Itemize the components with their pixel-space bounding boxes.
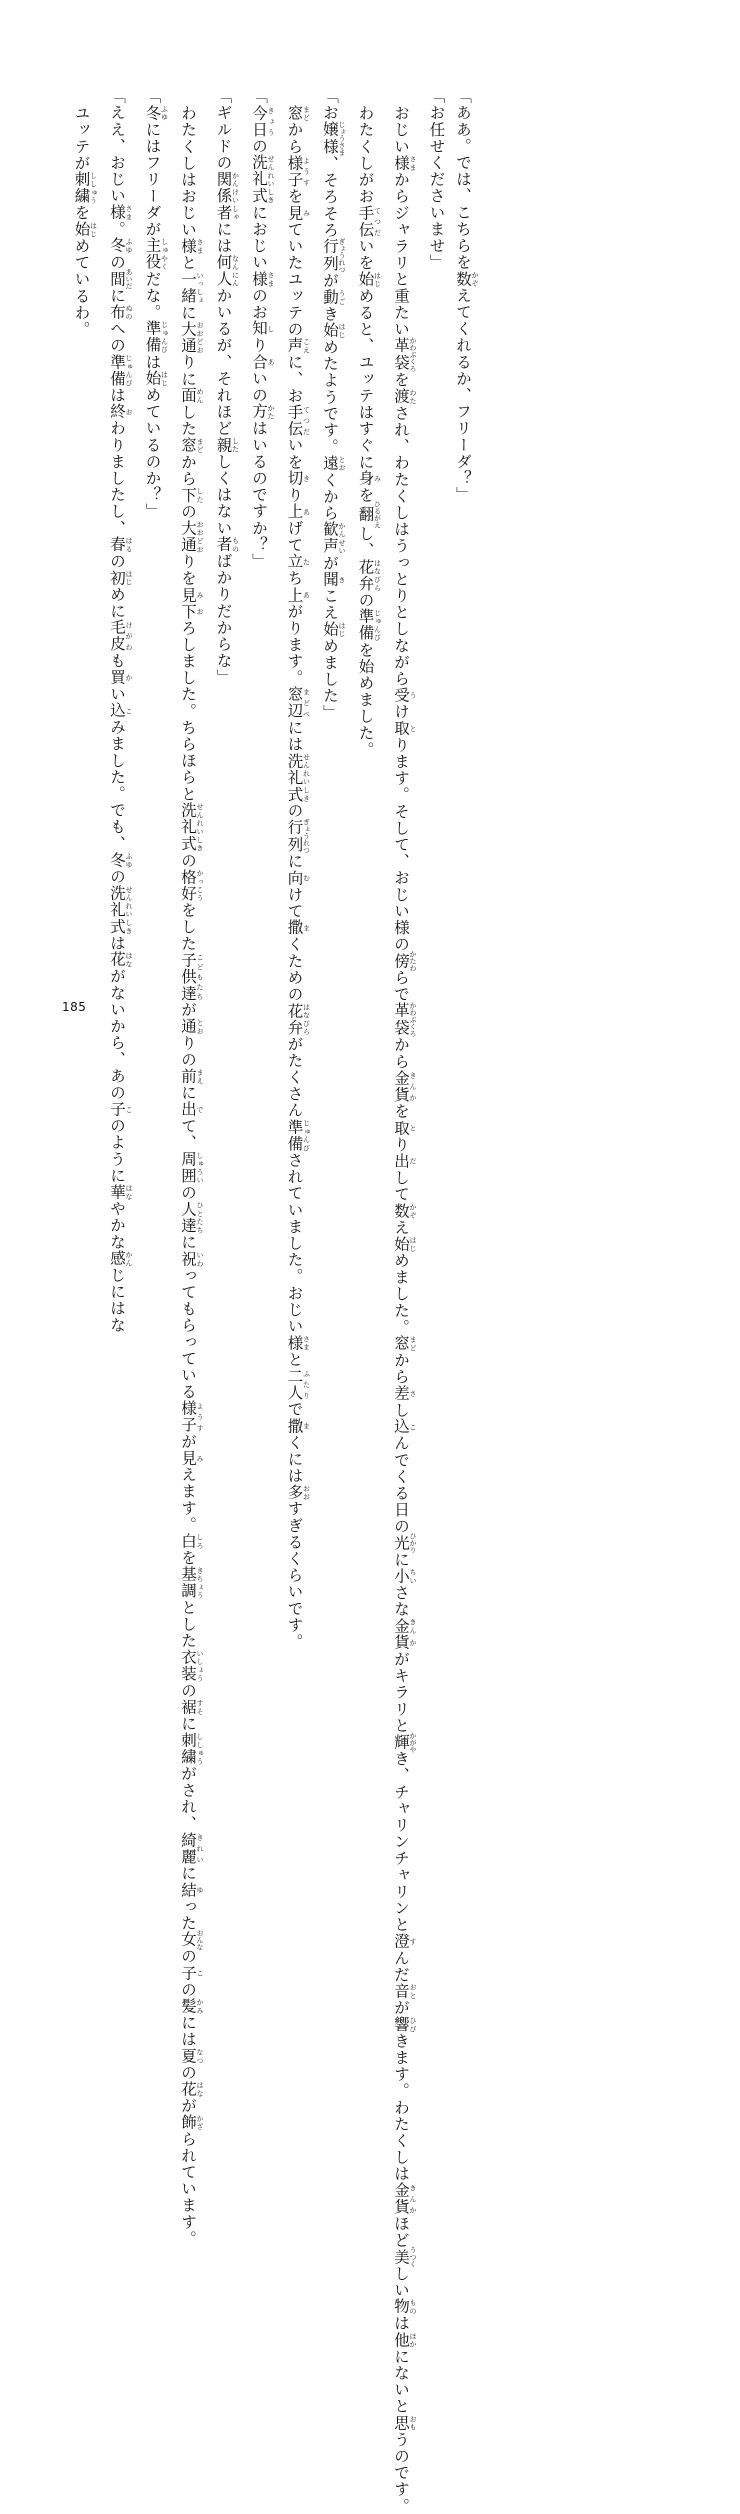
text-column: 「お嬢様 じょうさま、そろそろ行列 ぎょうれつが動 うごき始 はじめたようです。遠 とおくから歓声 かんせいが聞 きこえ始 はじめました」: [321, 88, 346, 721]
text-column: わたくしはおじい様 さまと一緒 いっしょに大通 おおどおりに面 めんした窓 まどから下 したの大通 おおどおりを見下 みおろしました。ちらほらと洗礼式 せんれいしきの格好 かっこうをした子供達 こどもたちが通 とおりの前 まえに出 でて、周囲 しゅういの人達 ひとたちに祝 いわってもらっている様子 ようすが見 みえます。白 しろを基調 きちょうとした衣装 いしょうの裾 すそに刺繍 ししゅうがされ、綺麗 きれいに結 ゆった女 おんなの子 この髪 かみには夏 なつの花 はなが飾 かざられています。: [179, 105, 204, 2247]
text-column: 「お任せくださいませ」: [427, 88, 446, 271]
text-column: おじい様 さまからジャラリと重たい革袋 かわぶくろを渡 わたされ、わたくしはうっとりとしながら受 うけ取 とります。そして、おじい様の傍 かたわらで革袋 かわぶくろから金貨 きんかを取 とり出 だして数 かぞえ始 はじめました。窓 まどから差 さし込 こんでくる日の光 ひかりに小 ちいさな金 きん貨 かがキラリと輝 かがやき、チャリンチャリンと澄 すんだ音 おとが響 ひびきます。わたくしは金貨 きんかほど美 うつくしい物 ものは他 ほかにないと思 おもうのです。: [392, 105, 417, 2514]
text-column: 窓 まどから様子 ようすを見 みていたユッテの声 こえに、お手伝 てつだいを切 きり上 あげて立 たち上 あがります。窓辺 まどべには洗礼式 せんれいしきの行列 ぎょうれつに向 むけて撒 まくための花弁 はなびらがたくさん準備 じゅんびされていました。おじい様 さまと二人 ふたりで撒 まくには多 おおすぎるくらいです。: [285, 105, 311, 1650]
page-number: 185: [62, 1000, 87, 1014]
text-column: 「今日 きょうの洗礼式 せんれいしきにおじい様 さまのお知 しり合 あいの方 かたはいるのですか？」: [250, 88, 275, 570]
text-column: 「ああ。では、こちらを数 かぞえてくれるか、フリーダ？」: [454, 88, 479, 504]
text-column: 「ギルドの関係者 かんけいしゃには何人 なんにんかいるが、それほど親 したしくはない者 ものばかりだからな」: [214, 88, 240, 686]
text-column: ユッテが刺繍 ししゅうを始 はじめているわ。: [72, 105, 98, 338]
text-column: 「ええ、おじい様 さま。冬 ふゆの間 あいだに布 ぬのへの準備 じゅんびは終 おわりましたし、春 はるの初 はじめに毛皮 けがわも買 かい込 こみました。でも、冬 ふゆの洗礼式 せんれいしきは花 はながないから、あの子 このように華 はなやかな感 かんじにはな: [108, 88, 133, 1334]
text-column: わたくしがお手伝 てつだいを始 はじめると、ユッテはすぐに身 みを翻 ひるがえし、花弁 はなびらの準備 じゅんびを始めました。: [356, 105, 382, 758]
text-column: 「冬 ふゆにはフリーダが主役 しゅやくだな。準備 じゅんびは始 はじめているのか？」: [143, 88, 169, 520]
